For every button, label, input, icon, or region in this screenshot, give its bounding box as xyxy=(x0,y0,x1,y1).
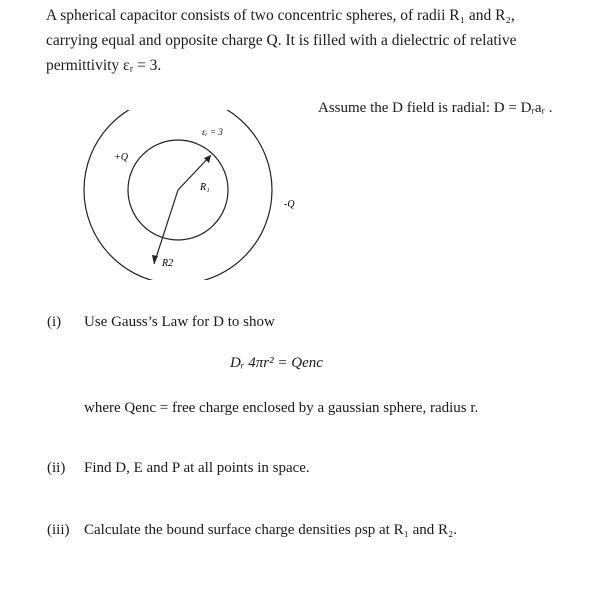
question-ii-number: (ii) xyxy=(47,460,66,476)
intro-line-2: carrying equal and opposite charge Q. It is filled with a dielectric of relative xyxy=(46,32,517,49)
minus-q-label: -Q xyxy=(284,199,295,210)
plus-q-label: +Q xyxy=(114,152,128,163)
r2-arrow xyxy=(154,190,178,264)
er-label: εᵣ = 3 xyxy=(202,127,223,137)
intro-line-1: A spherical capacitor consists of two concentric spheres, of radii R₁ and R₂, xyxy=(46,7,515,24)
question-i-text: Use Gauss’s Law for D to show xyxy=(84,314,275,330)
question-iii-text: Calculate the bound surface charge densities ρsp at R₁ and R₂. xyxy=(84,522,457,538)
question-ii-text: Find D, E and P at all points in space. xyxy=(84,460,310,476)
question-i-number: (i) xyxy=(47,314,62,330)
capacitor-diagram xyxy=(80,110,320,280)
r2-label: R2 xyxy=(162,258,174,269)
question-iii-number: (iii) xyxy=(47,522,70,538)
outer-sphere xyxy=(84,110,272,280)
radial-assumption: Assume the D field is radial: D = Dᵣaᵣ . xyxy=(318,100,553,116)
r1-label: R₁ xyxy=(200,182,210,193)
where-line: where Qenc = free charge enclosed by a gaussian sphere, radius r. xyxy=(84,400,479,416)
intro-line-3: permittivity εᵣ = 3. xyxy=(46,57,162,74)
gauss-equation: Dᵣ 4πr² = Qenc xyxy=(230,355,323,371)
